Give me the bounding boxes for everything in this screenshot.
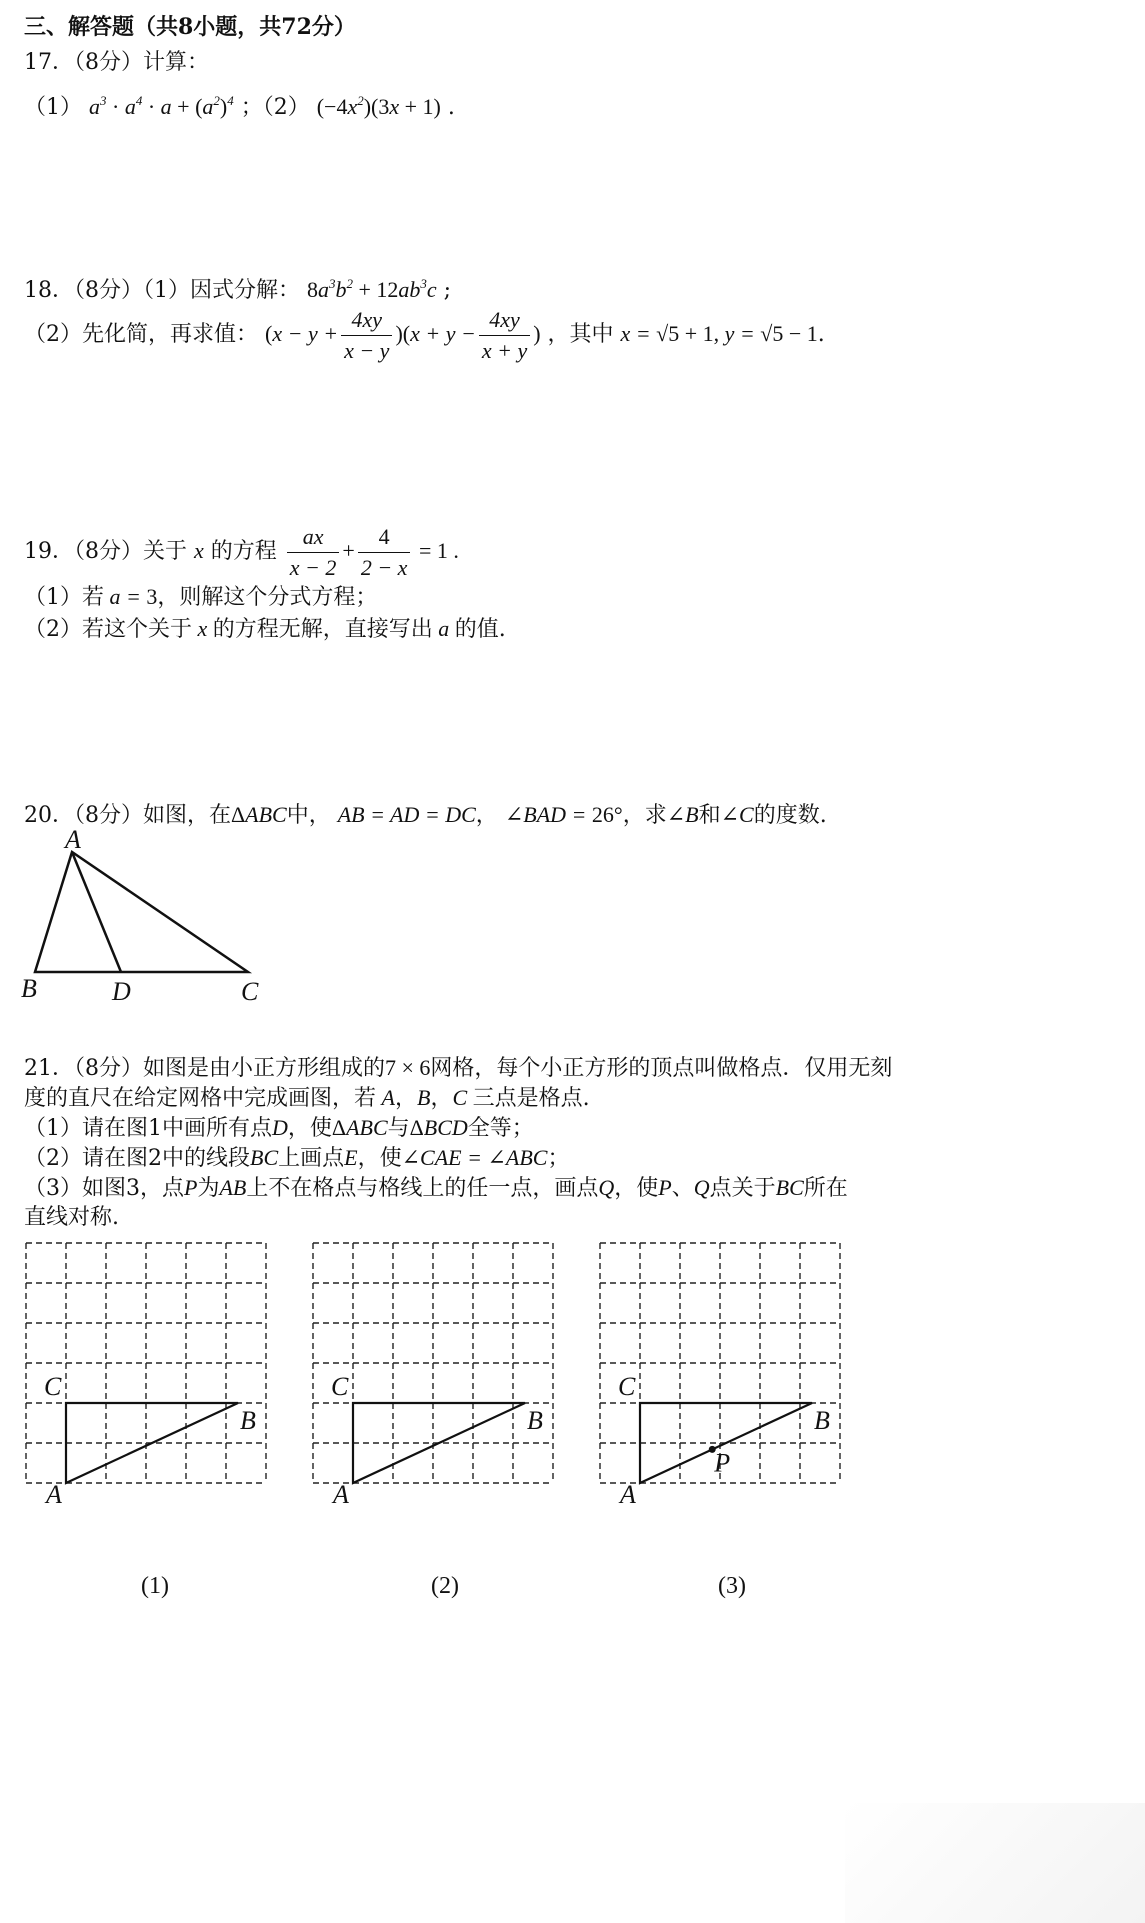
triangle-diagram [15, 820, 315, 1020]
q18-frac2: $\frac{4xy}{x + y}$ [479, 305, 530, 366]
q21-line2: 度的直尺在给定网格中完成画图，若 A，B，C 三点是格点. [24, 1085, 590, 1111]
grid-figures [0, 1235, 1145, 1525]
q21-line1: 21．（8分）如图是由小正方形组成的7 × 6网格，每个小正方形的顶点叫做格点．仅用无刻 [24, 1055, 893, 1081]
q17-sep: ；（2） [240, 95, 310, 120]
q18-cond-values: x = √5 + 1, y = √5 − 1 [620, 321, 818, 346]
caption-fig1: (1) [141, 1573, 169, 1599]
q17-expr2: $(-4x^2)(3x + 1)$ [316, 93, 441, 119]
q19-frac1: $\frac{ax}{x - 2}$ [287, 522, 340, 583]
q18-expr1: $8a^3b^2 + 12ab^3c$ [307, 276, 437, 302]
q21-line5: （3）如图3，点P为AB上不在格点与格线上的任一点，画点Q，使P、Q点关于BC所在 [24, 1175, 848, 1201]
grid3-label-a: A [620, 1480, 636, 1509]
q21-line6: 直线对称. [24, 1205, 119, 1230]
corner-watermark [845, 1803, 1145, 1923]
q19-frac2: $\frac{4}{2 - x}$ [358, 522, 411, 583]
grid1-label-c: C [44, 1372, 62, 1401]
q21-line3: （1）请在图1中画所有点D，使ΔABC与ΔBCD全等； [24, 1115, 534, 1141]
q18-part2: （2）先化简，再求值： (x − y + $\frac{4xy}{x - y}$ )(x + y − $\frac{4xy}{x + y}$ ) ，其中 x = √5 + 1, y = √5 − 1. [24, 303, 825, 366]
q18-heading: 18．（8分）（1）因式分解： [24, 278, 300, 303]
label-c: C [241, 977, 259, 1006]
label-a: A [65, 825, 81, 854]
label-d: D [112, 977, 131, 1006]
q19-heading: 19．（8分）关于 [24, 539, 187, 564]
section-title: 三、解答题（共8小题，共72分） [24, 14, 356, 40]
q18-cond-text: ，其中 [547, 322, 614, 347]
grid3-label-p: P [714, 1448, 731, 1478]
triangle-abc [35, 852, 248, 972]
q19-heading-line: 19．（8分）关于 x 的方程 $\frac{ax}{x - 2}$ + $\frac{4}{2 - x}$ = 1 . [24, 520, 459, 583]
grid1-label-a: A [46, 1480, 62, 1509]
q19-part2: （2）若这个关于 x 的方程无解，直接写出 a 的值. [24, 616, 506, 642]
grid2-label-b: B [527, 1406, 543, 1435]
q17-expressions [24, 92, 455, 123]
grid2-label-c: C [331, 1372, 349, 1401]
q17-expr1: $a^3 \cdot a^4 \cdot a + (a^2)^4$ [89, 93, 234, 119]
q18-frac1: $\frac{4xy}{x - y}$ [341, 305, 392, 366]
q19-part1: （1）若 a = 3，则解这个分式方程； [24, 584, 378, 610]
label-b: B [21, 974, 37, 1003]
grid2-label-a: A [333, 1480, 349, 1509]
q17-part1-label: （1） [24, 95, 82, 120]
q18-part1: 18．（8分）（1）因式分解： $8a^3b^2 + 12ab^3c$ ; [24, 276, 452, 303]
q21-line4: （2）请在图2中的线段BC上画点E，使∠CAE = ∠ABC； [24, 1145, 570, 1171]
q20-heading: 20．（8分）如图，在ΔABC中， AB = AD = DC， ∠BAD = 26°，求∠B和∠C的度数. [24, 802, 827, 828]
q18-part2-label: （2）先化简，再求值： [24, 322, 258, 347]
caption-fig2: (2) [431, 1573, 459, 1599]
q17-heading: 17．（8分）计算： [24, 50, 209, 75]
grid3-label-c: C [618, 1372, 636, 1401]
grid3-label-b: B [814, 1406, 830, 1435]
caption-fig3: (3) [718, 1573, 746, 1599]
grid1-label-b: B [240, 1406, 256, 1435]
q17-end: . [447, 95, 455, 120]
q18-expr2: (x − y + [265, 321, 339, 346]
